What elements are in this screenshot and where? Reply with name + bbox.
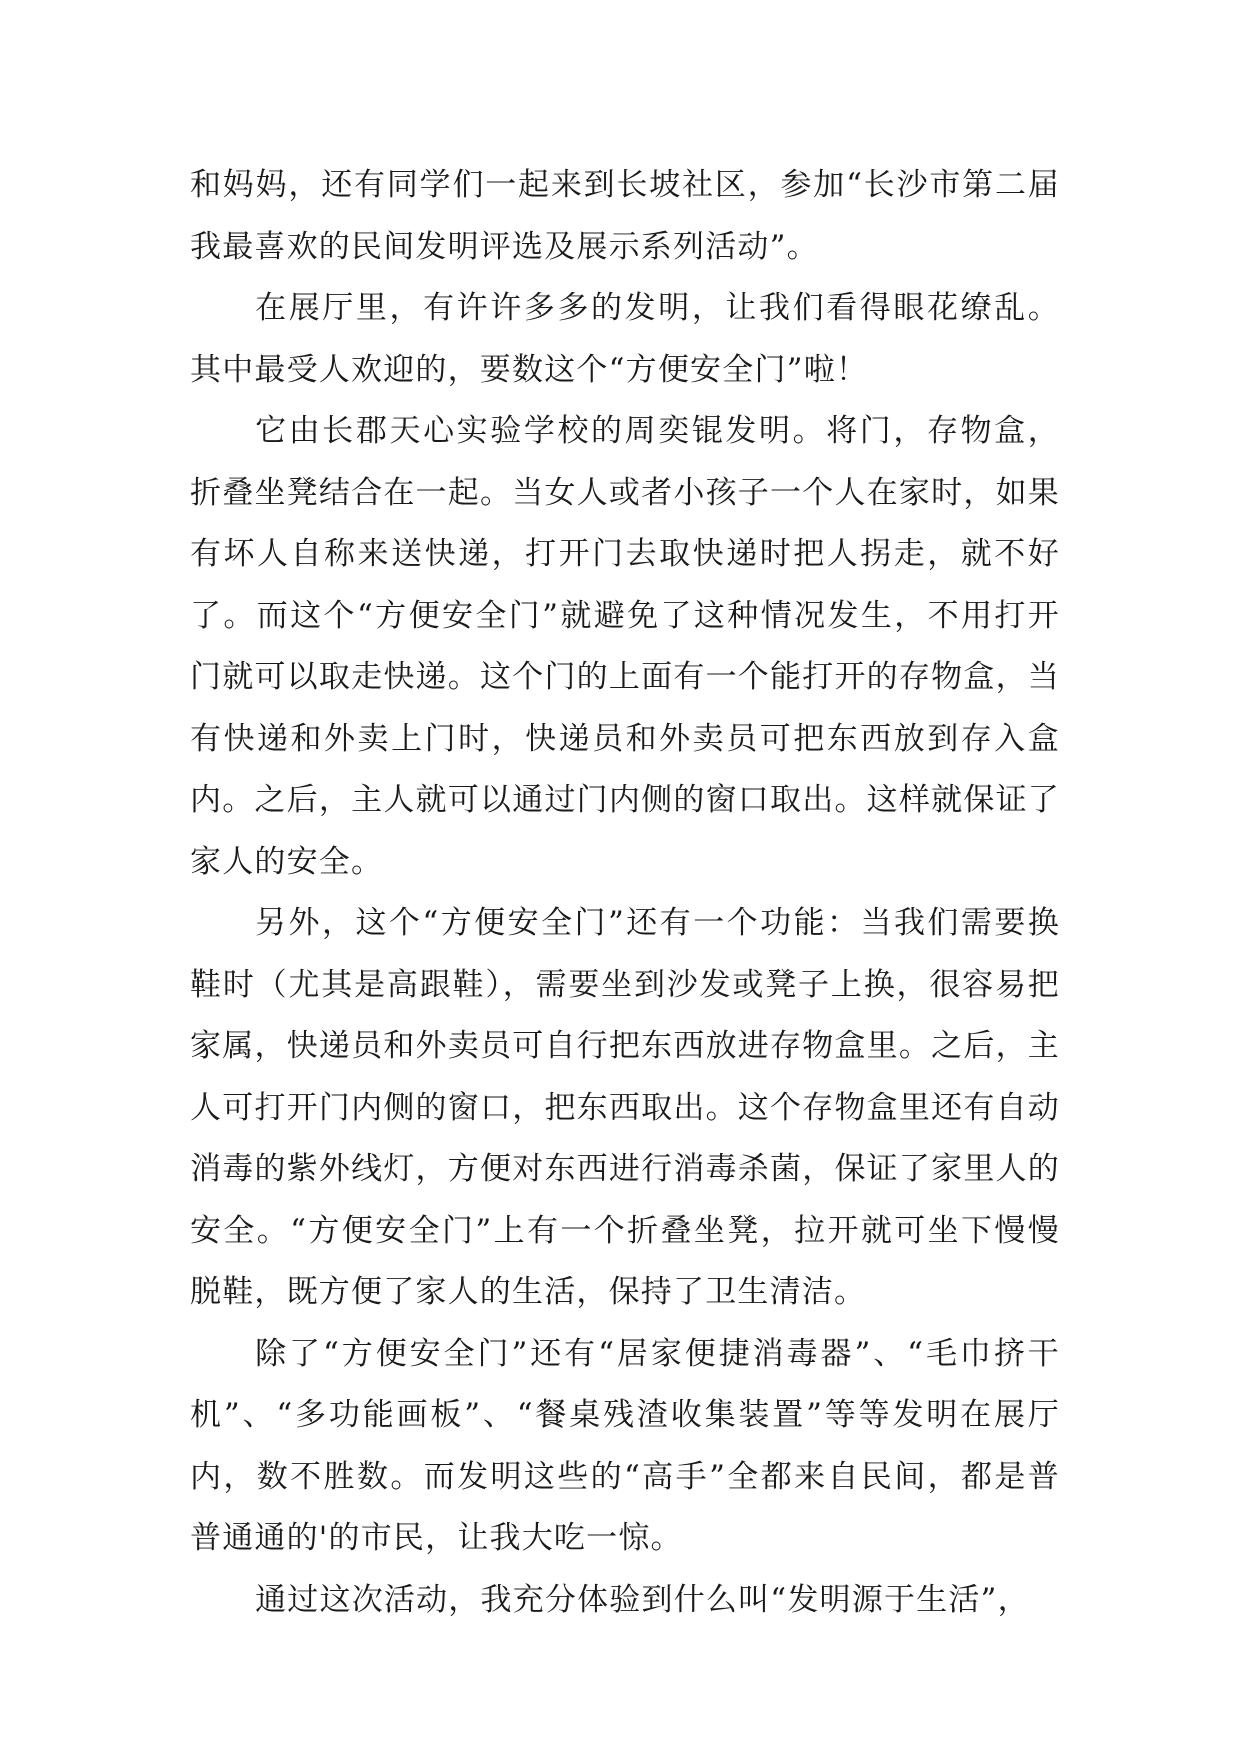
paragraph-4: 另外，这个“方便安全门”还有一个功能：当我们需要换鞋时（尤其是高跟鞋），需要坐到沙发或凳子上换，很容易把家属，快递员和外卖员可自行把东西放进存物盒里。之后，主人可打开门内侧的窗口，把东西取出。这个存物盒里还有自动消毒的紫外线灯，方便对东西进行消毒杀菌，保证了家里人的安全。“方便安全门”上有一个折叠坐凳，拉开就可坐下慢慢脱鞋，既方便了家人的生活，保持了卫生清洁。 [190, 905, 1060, 1310]
paragraph-2: 在展厅里，有许许多多的发明，让我们看得眼花缭乱。其中最受人欢迎的，要数这个“方便安全门”啦！ [190, 290, 1060, 388]
document-body [190, 155, 1060, 1631]
paragraph-6: 通过这次活动，我充分体验到什么叫“发明源于生活”， [255, 1581, 1030, 1618]
paragraph-1: 和妈妈，还有同学们一起来到长坡社区，参加“长沙市第二届我最喜欢的民间发明评选及展示系列活动”。 [190, 167, 1060, 265]
paragraph-5: 除了“方便安全门”还有“居家便捷消毒器”、“毛巾挤干机”、“多功能画板”、“餐桌残渣收集装置”等等发明在展厅内，数不胜数。而发明这些的“高手”全都来自民间，都是普普通通的'的市民，让我大吃一惊。 [190, 1335, 1060, 1556]
paragraph-3: 它由长郡天心实验学校的周奕锟发明。将门，存物盒，折叠坐凳结合在一起。当女人或者小孩子一个人在家时，如果有坏人自称来送快递，打开门去取快递时把人拐走，就不好了。而这个“方便安全门”就避免了这种情况发生，不用打开门就可以取走快递。这个门的上面有一个能打开的存物盒，当有快递和外卖上门时，快递员和外卖员可把东西放到存入盒内。之后，主人就可以通过门内侧的窗口取出。这样就保证了家人的安全。 [190, 413, 1060, 880]
